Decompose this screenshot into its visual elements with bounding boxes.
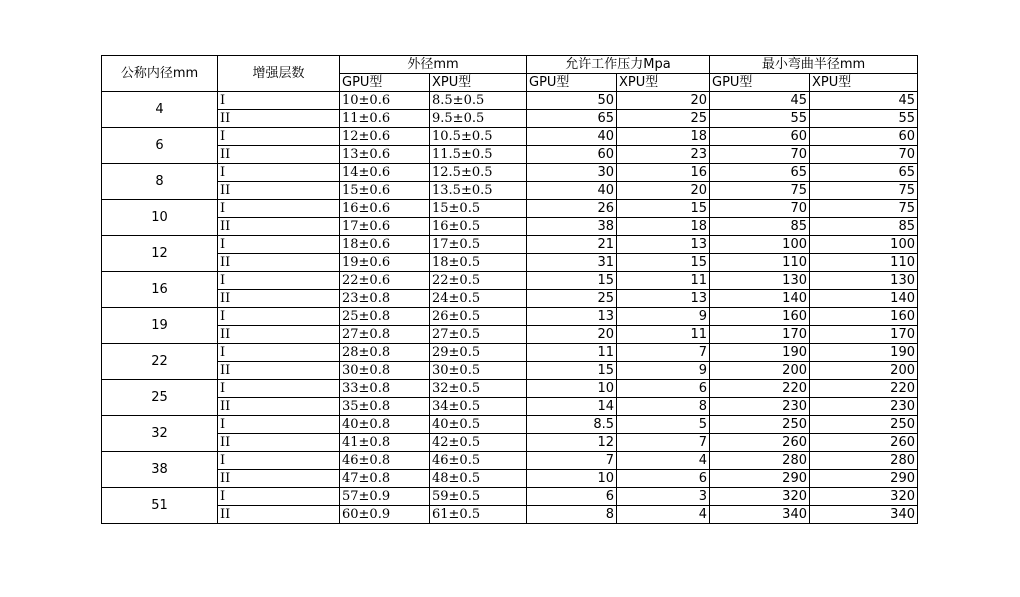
nominal-bore-cell[interactable]: 6 [102, 128, 218, 164]
table-row [102, 344, 918, 362]
nominal-bore-cell[interactable]: 38 [102, 452, 218, 488]
table-row [102, 416, 918, 434]
layer-cell[interactable]: II [218, 182, 340, 200]
pressure-gpu-cell[interactable]: 31 [527, 254, 617, 272]
pressure-xpu-cell[interactable]: 7 [617, 434, 710, 452]
pressure-xpu-cell[interactable]: 6 [617, 380, 710, 398]
outer-diameter-xpu-cell[interactable]: 15±0.5 [430, 200, 527, 218]
pressure-xpu-cell[interactable]: 25 [617, 110, 710, 128]
layer-cell[interactable]: I [218, 164, 340, 182]
header-working-pressure[interactable]: 允许工作压力Mpa [527, 56, 710, 74]
layer-cell[interactable]: I [218, 200, 340, 218]
subheader-pressure-gpu[interactable]: GPU型 [527, 74, 617, 92]
outer-diameter-xpu-cell[interactable]: 46±0.5 [430, 452, 527, 470]
outer-diameter-xpu-cell[interactable]: 40±0.5 [430, 416, 527, 434]
nominal-bore-cell[interactable]: 12 [102, 236, 218, 272]
bend-radius-xpu-cell[interactable]: 65 [810, 164, 918, 182]
spec-table [101, 55, 918, 524]
nominal-bore-cell[interactable]: 4 [102, 92, 218, 128]
pressure-xpu-cell[interactable]: 11 [617, 326, 710, 344]
bend-radius-gpu-cell[interactable]: 65 [710, 164, 810, 182]
bend-radius-gpu-cell[interactable]: 290 [710, 470, 810, 488]
bend-radius-xpu-cell[interactable]: 75 [810, 200, 918, 218]
outer-diameter-xpu-cell[interactable]: 9.5±0.5 [430, 110, 527, 128]
layer-cell[interactable]: I [218, 236, 340, 254]
table-row [102, 506, 918, 524]
bend-radius-xpu-cell[interactable]: 280 [810, 452, 918, 470]
table-row [102, 182, 918, 200]
outer-diameter-xpu-cell[interactable]: 13.5±0.5 [430, 182, 527, 200]
bend-radius-xpu-cell[interactable]: 140 [810, 290, 918, 308]
bend-radius-xpu-cell[interactable]: 130 [810, 272, 918, 290]
outer-diameter-gpu-cell[interactable]: 40±0.8 [340, 416, 430, 434]
bend-radius-xpu-cell[interactable]: 320 [810, 488, 918, 506]
outer-diameter-xpu-cell[interactable]: 11.5±0.5 [430, 146, 527, 164]
nominal-bore-cell[interactable]: 22 [102, 344, 218, 380]
outer-diameter-xpu-cell[interactable]: 61±0.5 [430, 506, 527, 524]
table-row [102, 200, 918, 218]
pressure-xpu-cell[interactable]: 15 [617, 254, 710, 272]
bend-radius-xpu-cell[interactable]: 110 [810, 254, 918, 272]
pressure-gpu-cell[interactable]: 20 [527, 326, 617, 344]
bend-radius-gpu-cell[interactable]: 55 [710, 110, 810, 128]
layer-cell[interactable]: I [218, 272, 340, 290]
pressure-gpu-cell[interactable]: 12 [527, 434, 617, 452]
bend-radius-gpu-cell[interactable]: 320 [710, 488, 810, 506]
table-row [102, 236, 918, 254]
bend-radius-xpu-cell[interactable]: 250 [810, 416, 918, 434]
pressure-gpu-cell[interactable]: 15 [527, 272, 617, 290]
layer-cell[interactable]: II [218, 506, 340, 524]
outer-diameter-xpu-cell[interactable]: 27±0.5 [430, 326, 527, 344]
layer-cell[interactable]: I [218, 344, 340, 362]
pressure-xpu-cell[interactable]: 7 [617, 344, 710, 362]
table-row [102, 452, 918, 470]
pressure-gpu-cell[interactable]: 11 [527, 344, 617, 362]
header-reinforcement-layers[interactable]: 增强层数 [218, 56, 340, 92]
bend-radius-gpu-cell[interactable]: 100 [710, 236, 810, 254]
pressure-xpu-cell[interactable]: 4 [617, 506, 710, 524]
outer-diameter-gpu-cell[interactable]: 27±0.8 [340, 326, 430, 344]
pressure-gpu-cell[interactable]: 25 [527, 290, 617, 308]
layer-cell[interactable]: I [218, 452, 340, 470]
bend-radius-gpu-cell[interactable]: 230 [710, 398, 810, 416]
layer-cell[interactable]: II [218, 110, 340, 128]
pressure-xpu-cell[interactable]: 23 [617, 146, 710, 164]
pressure-gpu-cell[interactable]: 60 [527, 146, 617, 164]
pressure-gpu-cell[interactable]: 15 [527, 362, 617, 380]
layer-cell[interactable]: II [218, 398, 340, 416]
outer-diameter-gpu-cell[interactable]: 22±0.6 [340, 272, 430, 290]
subheader-radius-xpu[interactable]: XPU型 [810, 74, 918, 92]
bend-radius-xpu-cell[interactable]: 160 [810, 308, 918, 326]
layer-cell[interactable]: II [218, 146, 340, 164]
pressure-xpu-cell[interactable]: 3 [617, 488, 710, 506]
pressure-gpu-cell[interactable]: 21 [527, 236, 617, 254]
bend-radius-xpu-cell[interactable]: 200 [810, 362, 918, 380]
pressure-xpu-cell[interactable]: 16 [617, 164, 710, 182]
table-row [102, 164, 918, 182]
layer-cell[interactable]: II [218, 290, 340, 308]
bend-radius-gpu-cell[interactable]: 250 [710, 416, 810, 434]
table-row [102, 488, 918, 506]
bend-radius-gpu-cell[interactable]: 110 [710, 254, 810, 272]
nominal-bore-cell[interactable]: 51 [102, 488, 218, 524]
outer-diameter-gpu-cell[interactable]: 16±0.6 [340, 200, 430, 218]
bend-radius-gpu-cell[interactable]: 170 [710, 326, 810, 344]
nominal-bore-cell[interactable]: 32 [102, 416, 218, 452]
outer-diameter-xpu-cell[interactable]: 48±0.5 [430, 470, 527, 488]
outer-diameter-xpu-cell[interactable]: 24±0.5 [430, 290, 527, 308]
outer-diameter-gpu-cell[interactable]: 10±0.6 [340, 92, 430, 110]
bend-radius-xpu-cell[interactable]: 55 [810, 110, 918, 128]
outer-diameter-gpu-cell[interactable]: 19±0.6 [340, 254, 430, 272]
outer-diameter-xpu-cell[interactable]: 59±0.5 [430, 488, 527, 506]
bend-radius-xpu-cell[interactable]: 75 [810, 182, 918, 200]
subheader-radius-gpu[interactable]: GPU型 [710, 74, 810, 92]
outer-diameter-gpu-cell[interactable]: 23±0.8 [340, 290, 430, 308]
bend-radius-xpu-cell[interactable]: 100 [810, 236, 918, 254]
outer-diameter-xpu-cell[interactable]: 18±0.5 [430, 254, 527, 272]
bend-radius-gpu-cell[interactable]: 70 [710, 146, 810, 164]
layer-cell[interactable]: I [218, 308, 340, 326]
layer-cell[interactable]: II [218, 434, 340, 452]
table-row [102, 380, 918, 398]
outer-diameter-xpu-cell[interactable]: 30±0.5 [430, 362, 527, 380]
outer-diameter-gpu-cell[interactable]: 14±0.6 [340, 164, 430, 182]
pressure-xpu-cell[interactable]: 20 [617, 182, 710, 200]
header-nominal-bore[interactable]: 公称内径mm [102, 56, 218, 92]
outer-diameter-gpu-cell[interactable]: 12±0.6 [340, 128, 430, 146]
bend-radius-xpu-cell[interactable]: 290 [810, 470, 918, 488]
bend-radius-gpu-cell[interactable]: 280 [710, 452, 810, 470]
bend-radius-gpu-cell[interactable]: 130 [710, 272, 810, 290]
bend-radius-xpu-cell[interactable]: 70 [810, 146, 918, 164]
outer-diameter-xpu-cell[interactable]: 16±0.5 [430, 218, 527, 236]
table-row [102, 272, 918, 290]
outer-diameter-xpu-cell[interactable]: 8.5±0.5 [430, 92, 527, 110]
outer-diameter-xpu-cell[interactable]: 34±0.5 [430, 398, 527, 416]
pressure-gpu-cell[interactable]: 8.5 [527, 416, 617, 434]
bend-radius-gpu-cell[interactable]: 190 [710, 344, 810, 362]
table-row [102, 146, 918, 164]
header-outer-diameter[interactable]: 外径mm [340, 56, 527, 74]
nominal-bore-cell[interactable]: 16 [102, 272, 218, 308]
pressure-xpu-cell[interactable]: 5 [617, 416, 710, 434]
outer-diameter-xpu-cell[interactable]: 42±0.5 [430, 434, 527, 452]
outer-diameter-gpu-cell[interactable]: 17±0.6 [340, 218, 430, 236]
subheader-od-gpu[interactable]: GPU型 [340, 74, 430, 92]
pressure-gpu-cell[interactable]: 50 [527, 92, 617, 110]
layer-cell[interactable]: II [218, 254, 340, 272]
outer-diameter-xpu-cell[interactable]: 22±0.5 [430, 272, 527, 290]
outer-diameter-xpu-cell[interactable]: 26±0.5 [430, 308, 527, 326]
pressure-xpu-cell[interactable]: 11 [617, 272, 710, 290]
table-row [102, 110, 918, 128]
table-row [102, 308, 918, 326]
table-row [102, 218, 918, 236]
outer-diameter-gpu-cell[interactable]: 11±0.6 [340, 110, 430, 128]
nominal-bore-cell[interactable]: 19 [102, 308, 218, 344]
pressure-gpu-cell[interactable]: 6 [527, 488, 617, 506]
pressure-gpu-cell[interactable]: 7 [527, 452, 617, 470]
layer-cell[interactable]: II [218, 362, 340, 380]
pressure-gpu-cell[interactable]: 30 [527, 164, 617, 182]
outer-diameter-xpu-cell[interactable]: 12.5±0.5 [430, 164, 527, 182]
table-row [102, 398, 918, 416]
bend-radius-xpu-cell[interactable]: 45 [810, 92, 918, 110]
pressure-xpu-cell[interactable]: 13 [617, 236, 710, 254]
table-row [102, 470, 918, 488]
pressure-gpu-cell[interactable]: 38 [527, 218, 617, 236]
pressure-gpu-cell[interactable]: 40 [527, 182, 617, 200]
pressure-gpu-cell[interactable]: 26 [527, 200, 617, 218]
bend-radius-xpu-cell[interactable]: 260 [810, 434, 918, 452]
pressure-gpu-cell[interactable]: 10 [527, 470, 617, 488]
pressure-xpu-cell[interactable]: 15 [617, 200, 710, 218]
pressure-xpu-cell[interactable]: 4 [617, 452, 710, 470]
layer-cell[interactable]: II [218, 470, 340, 488]
outer-diameter-xpu-cell[interactable]: 10.5±0.5 [430, 128, 527, 146]
outer-diameter-xpu-cell[interactable]: 17±0.5 [430, 236, 527, 254]
outer-diameter-xpu-cell[interactable]: 32±0.5 [430, 380, 527, 398]
layer-cell[interactable]: I [218, 128, 340, 146]
outer-diameter-gpu-cell[interactable]: 30±0.8 [340, 362, 430, 380]
layer-cell[interactable]: I [218, 416, 340, 434]
table-row [102, 128, 918, 146]
bend-radius-gpu-cell[interactable]: 340 [710, 506, 810, 524]
outer-diameter-gpu-cell[interactable]: 60±0.9 [340, 506, 430, 524]
bend-radius-gpu-cell[interactable]: 140 [710, 290, 810, 308]
pressure-gpu-cell[interactable]: 10 [527, 380, 617, 398]
pressure-xpu-cell[interactable]: 13 [617, 290, 710, 308]
outer-diameter-gpu-cell[interactable]: 15±0.6 [340, 182, 430, 200]
layer-cell[interactable]: I [218, 380, 340, 398]
layer-cell[interactable]: I [218, 488, 340, 506]
bend-radius-xpu-cell[interactable]: 60 [810, 128, 918, 146]
outer-diameter-gpu-cell[interactable]: 13±0.6 [340, 146, 430, 164]
outer-diameter-gpu-cell[interactable]: 33±0.8 [340, 380, 430, 398]
bend-radius-gpu-cell[interactable]: 45 [710, 92, 810, 110]
pressure-xpu-cell[interactable]: 9 [617, 362, 710, 380]
pressure-xpu-cell[interactable]: 6 [617, 470, 710, 488]
bend-radius-gpu-cell[interactable]: 85 [710, 218, 810, 236]
pressure-gpu-cell[interactable]: 40 [527, 128, 617, 146]
outer-diameter-gpu-cell[interactable]: 28±0.8 [340, 344, 430, 362]
outer-diameter-gpu-cell[interactable]: 25±0.8 [340, 308, 430, 326]
layer-cell[interactable]: II [218, 218, 340, 236]
pressure-gpu-cell[interactable]: 14 [527, 398, 617, 416]
pressure-xpu-cell[interactable]: 8 [617, 398, 710, 416]
outer-diameter-gpu-cell[interactable]: 57±0.9 [340, 488, 430, 506]
bend-radius-gpu-cell[interactable]: 260 [710, 434, 810, 452]
subheader-od-xpu[interactable]: XPU型 [430, 74, 527, 92]
pressure-gpu-cell[interactable]: 65 [527, 110, 617, 128]
table-row [102, 290, 918, 308]
bend-radius-xpu-cell[interactable]: 85 [810, 218, 918, 236]
table-row [102, 362, 918, 380]
bend-radius-gpu-cell[interactable]: 200 [710, 362, 810, 380]
nominal-bore-cell[interactable]: 25 [102, 380, 218, 416]
pressure-xpu-cell[interactable]: 9 [617, 308, 710, 326]
subheader-pressure-xpu[interactable]: XPU型 [617, 74, 710, 92]
table-row [102, 434, 918, 452]
outer-diameter-gpu-cell[interactable]: 18±0.6 [340, 236, 430, 254]
outer-diameter-xpu-cell[interactable]: 29±0.5 [430, 344, 527, 362]
bend-radius-xpu-cell[interactable]: 190 [810, 344, 918, 362]
outer-diameter-gpu-cell[interactable]: 41±0.8 [340, 434, 430, 452]
pressure-xpu-cell[interactable]: 18 [617, 218, 710, 236]
table-row [102, 92, 918, 110]
nominal-bore-cell[interactable]: 8 [102, 164, 218, 200]
header-min-bend-radius[interactable]: 最小弯曲半径mm [710, 56, 918, 74]
bend-radius-xpu-cell[interactable]: 170 [810, 326, 918, 344]
table-row [102, 254, 918, 272]
bend-radius-gpu-cell[interactable]: 70 [710, 200, 810, 218]
bend-radius-gpu-cell[interactable]: 220 [710, 380, 810, 398]
pressure-gpu-cell[interactable]: 8 [527, 506, 617, 524]
nominal-bore-cell[interactable]: 10 [102, 200, 218, 236]
pressure-xpu-cell[interactable]: 20 [617, 92, 710, 110]
bend-radius-gpu-cell[interactable]: 160 [710, 308, 810, 326]
table-body [102, 92, 918, 524]
bend-radius-gpu-cell[interactable]: 75 [710, 182, 810, 200]
table-row [102, 326, 918, 344]
bend-radius-gpu-cell[interactable]: 60 [710, 128, 810, 146]
bend-radius-xpu-cell[interactable]: 230 [810, 398, 918, 416]
outer-diameter-gpu-cell[interactable]: 47±0.8 [340, 470, 430, 488]
layer-cell[interactable]: I [218, 92, 340, 110]
bend-radius-xpu-cell[interactable]: 340 [810, 506, 918, 524]
outer-diameter-gpu-cell[interactable]: 35±0.8 [340, 398, 430, 416]
pressure-xpu-cell[interactable]: 18 [617, 128, 710, 146]
outer-diameter-gpu-cell[interactable]: 46±0.8 [340, 452, 430, 470]
pressure-gpu-cell[interactable]: 13 [527, 308, 617, 326]
layer-cell[interactable]: II [218, 326, 340, 344]
bend-radius-xpu-cell[interactable]: 220 [810, 380, 918, 398]
